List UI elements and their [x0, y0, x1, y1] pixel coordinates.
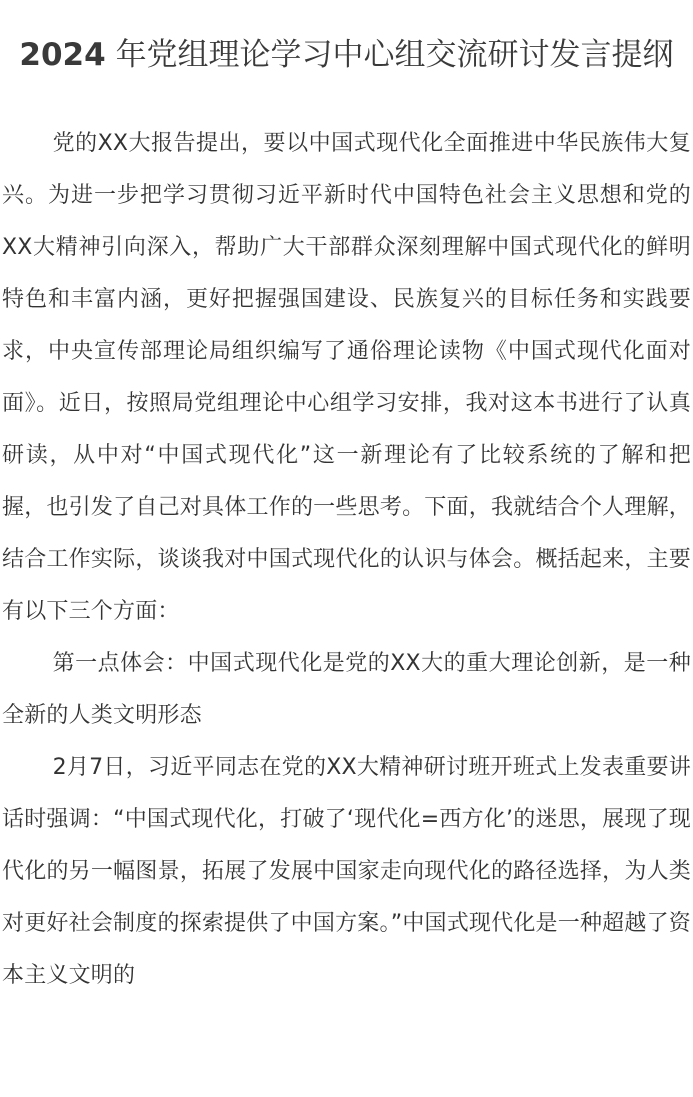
document-title [2, 28, 691, 82]
paragraph-intro: 党的XX大报告提出，要以中国式现代化全面推进中华民族伟大复兴。为进一步把学习贯彻习近平新时代中国特色社会主义思想和党的XX大精神引向深入，帮助广大干部群众深刻理解中国式现代化的鲜明特色和丰富内涵，更好把握强国建设、民族复兴的目标任务和实践要求，中央宣传部理论局组织编写了通俗理论读物《中国式现代化面对面》。近日，按照局党组理论中心组学习安排，我对这本书进行了认真研读，从中对“中国式现代化”这一新理论有了比较系统的了解和把握，也引发了自己对具体工作的一些思考。下面，我就结合个人理解，结合工作实际，谈谈我对中国式现代化的认识与体会。概括起来，主要有以下三个方面： [2, 131, 691, 624]
title-text: 年党组理论学习中心组交流研讨发言提纲 [115, 37, 674, 73]
paragraph-first-point-body: 2月7日，习近平同志在党的XX大精神研讨班开班式上发表重要讲话时强调：“中国式现代化，打破了‘现代化=西方化’的迷思，展现了现代化的另一幅图景，拓展了发展中国家走向现代化的路径选择，为人类对更好社会制度的探索提供了中国方案。”中国式现代化是一种超越了资本主义文明的 [2, 755, 691, 988]
title-year: 2024 [19, 37, 106, 73]
paragraph-first-point-heading: 第一点体会：中国式现代化是党的XX大的重大理论创新，是一种全新的人类文明形态 [2, 651, 691, 728]
